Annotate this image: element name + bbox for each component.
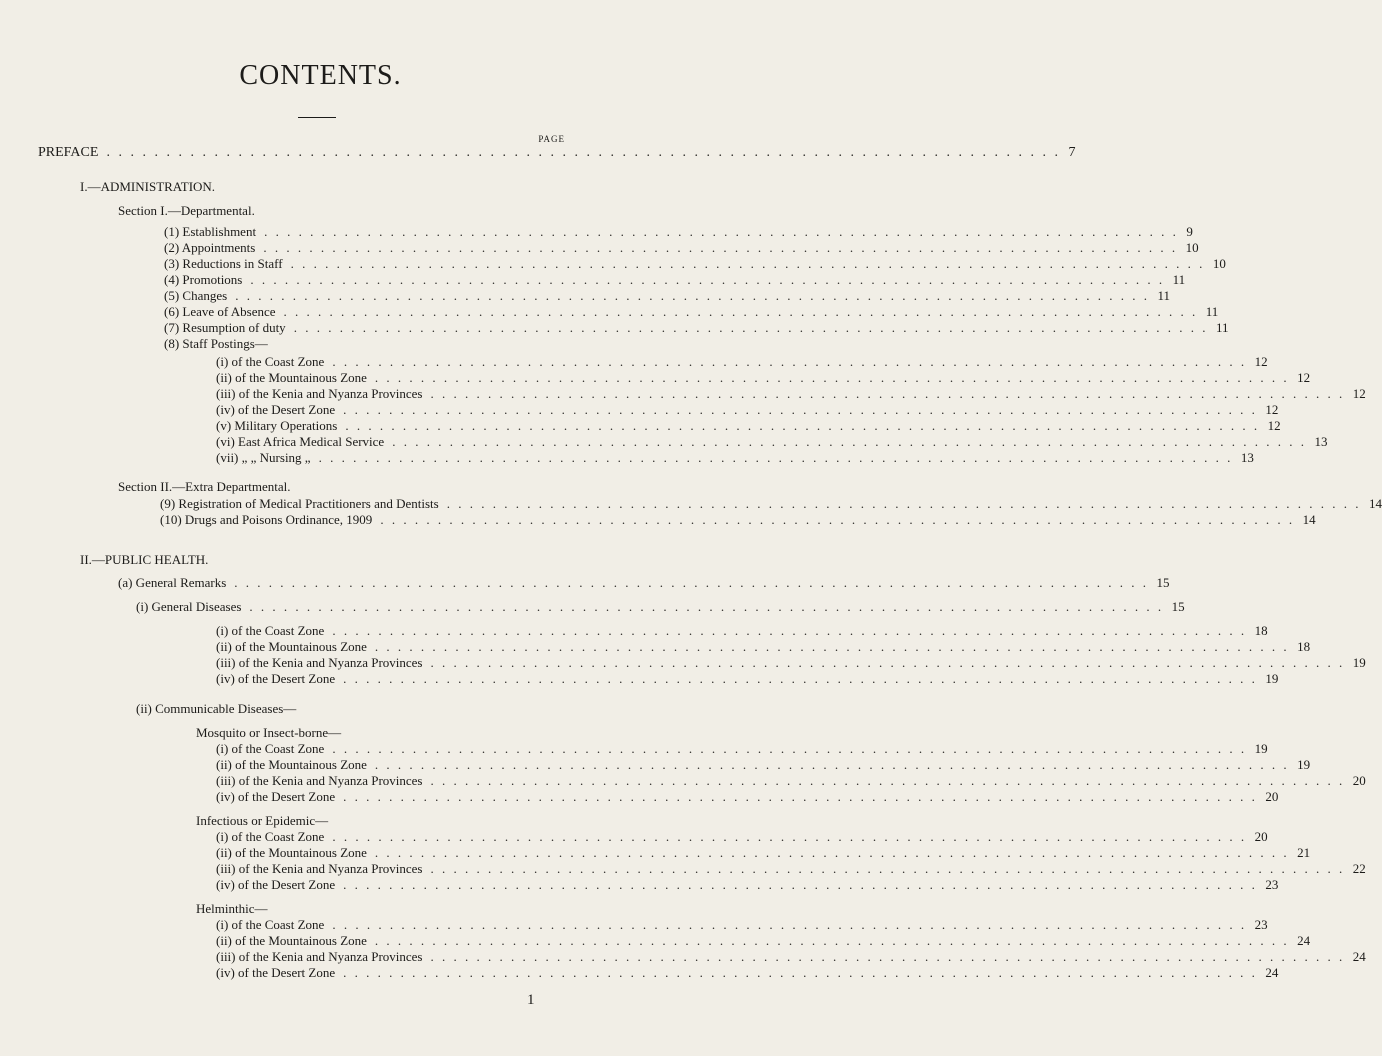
toc-entry-page: 18 (1297, 639, 1311, 654)
group-heading-helminthic: Helminthic— (196, 901, 268, 916)
toc-entry-label: (iii) of the Kenia and Nyanza Provinces (216, 386, 423, 401)
dot-leader: . . . . . . . . . . . . . . . . . . . . . . . . . . . . . . . . . . . . . . . . . . . . . . . . . . . . . . . . . . . . . . . . . . . . . . . . . . . . . . . . (318, 450, 1233, 465)
toc-entry-label: PREFACE (38, 145, 99, 160)
toc-entry-page: 19 (1352, 655, 1366, 670)
toc-entry-page: 20 (1254, 829, 1268, 844)
toc-entry-page: 20 (1265, 789, 1279, 804)
toc-entry-page: 11 (1157, 288, 1170, 303)
toc-entry-page: 13 (1314, 434, 1328, 449)
toc-entry-label: (i) of the Coast Zone (216, 623, 325, 638)
dot-leader: . . . . . . . . . . . . . . . . . . . . . . . . . . . . . . . . . . . . . . . . . . . . . . . . . . . . . . . . . . . . . . . . . . . . . . . . . . . . . . . . (430, 655, 1345, 670)
toc-entry-page: 20 (1352, 773, 1366, 788)
toc-entry-label: (5) Changes (164, 288, 228, 303)
toc-entry-page: 7 (1068, 145, 1076, 160)
dot-leader: . . . . . . . . . . . . . . . . . . . . . . . . . . . . . . . . . . . . . . . . . . . . . . . . . . . . . . . . . . . . . . . . . . . . . . . . . . . . . . . . (374, 757, 1290, 772)
toc-entry-page: 24 (1265, 965, 1279, 980)
toc-entry (160, 510, 1316, 530)
dot-leader: . . . . . . . . . . . . . . . . . . . . . . . . . . . . . . . . . . . . . . . . . . . . . . . . . . . . . . . . . . . . . . . . . . . . . . . . . . . . . . . . (343, 402, 1258, 417)
toc-entry-label: (7) Resumption of duty (164, 320, 286, 335)
toc-entry-label: (iii) of the Kenia and Nyanza Provinces (216, 861, 423, 876)
toc-entry-label: (10) Drugs and Poisons Ordinance, 1909 (160, 512, 373, 527)
section-heading-extra-departmental: Section II.—Extra Departmental. (118, 479, 291, 494)
dot-leader: . . . . . . . . . . . . . . . . . . . . . . . . . . . . . . . . . . . . . . . . . . . . . . . . . . . . . . . . . . . . . . . . . . . . . . . . . . . . . . . . (430, 949, 1345, 964)
section-heading-departmental: Section I.—Departmental. (118, 203, 255, 218)
dot-leader: . . . . . . . . . . . . . . . . . . . . . . . . . . . . . . . . . . . . . . . . . . . . . . . . . . . . . . . . . . . . . . . . . . . . . . . . . . . . . . . . (430, 861, 1345, 876)
dot-leader: . . . . . . . . . . . . . . . . . . . . . . . . . . . . . . . . . . . . . . . . . . . . . . . . . . . . . . . . . . . . . . . . . . . . . . . . . . . . . . . . (235, 288, 1150, 303)
toc-entry-label: (1) Establishment (164, 224, 257, 239)
toc-entry-label: (iii) of the Kenia and Nyanza Provinces (216, 773, 423, 788)
dot-leader: . . . . . . . . . . . . . . . . . . . . . . . . . . . . . . . . . . . . . . . . . . . . . . . . . . . . . . . . . . . . . . . . . . . . . . . . . . . . . . . . (263, 240, 1178, 255)
toc-entry-preface (38, 143, 1076, 163)
toc-entry-page: 9 (1186, 224, 1193, 239)
toc-entry-label: (vii) „ „ Nursing „ (216, 450, 311, 465)
toc-entry-label: (ii) of the Mountainous Zone (216, 845, 367, 860)
toc-entry-label: (i) of the Coast Zone (216, 829, 325, 844)
toc-entry-page: 10 (1185, 240, 1199, 255)
toc-entry-label: (v) Military Operations (216, 418, 338, 433)
toc-entry-page: 11 (1172, 272, 1186, 287)
toc-entry (216, 963, 1279, 983)
toc-entry-page: 12 (1352, 386, 1366, 401)
dot-leader: . . . . . . . . . . . . . . . . . . . . . . . . . . . . . . . . . . . . . . . . . . . . . . . . . . . . . . . . . . . . . . . . . . . . . . . . . . . . . . . . (332, 917, 1247, 932)
page-number: 1 (527, 992, 535, 1008)
toc-entry (216, 448, 1254, 468)
dot-leader: . . . . . . . . . . . . . . . . . . . . . . . . . . . . . . . . . . . . . . . . . . . . . . . . . . . . . . . . . . . . . . . . . . . . . . . . . . . . . . . . (343, 965, 1258, 980)
dot-leader: . . . . . . . . . . . . . . . . . . . . . . . . . . . . . . . . . . . . . . . . . . . . . . . . . . . . . . . . . . . . . . . . . . . . . . . . . . . . . . . . (343, 671, 1258, 686)
dot-leader: . . . . . . . . . . . . . . . . . . . . . . . . . . . . . . . . . . . . . . . . . . . . . . . . . . . . . . . . . . . . . . . . . . . . . . . . . . . . . . . . (374, 933, 1290, 948)
dot-leader: . . . . . . . . . . . . . . . . . . . . . . . . . . . . . . . . . . . . . . . . . . . . . . . . . . . . . . . . . . . . . . . . . . . . . . . . . . . . . . . . (106, 145, 1061, 160)
dot-leader: . . . . . . . . . . . . . . . . . . . . . . . . . . . . . . . . . . . . . . . . . . . . . . . . . . . . . . . . . . . . . . . . . . . . . . . . . . . . . . . . (290, 256, 1205, 271)
toc-entry-label: (vi) East Africa Medical Service (216, 434, 385, 449)
dot-leader: . . . . . . . . . . . . . . . . . . . . . . . . . . . . . . . . . . . . . . . . . . . . . . . . . . . . . . . . . . . . . . . . . . . . . . . . . . . . . . . . (293, 320, 1208, 335)
toc-entry-label: (a) General Remarks (118, 575, 227, 590)
toc-entry-page: 23 (1254, 917, 1268, 932)
toc-entry-page: 15 (1171, 599, 1185, 614)
toc-entry-label: (i) of the Coast Zone (216, 917, 325, 932)
dot-leader: . . . . . . . . . . . . . . . . . . . . . . . . . . . . . . . . . . . . . . . . . . . . . . . . . . . . . . . . . . . . . . . . . . . . . . . . . . . . . . . . (430, 773, 1345, 788)
dot-leader: . . . . . . . . . . . . . . . . . . . . . . . . . . . . . . . . . . . . . . . . . . . . . . . . . . . . . . . . . . . . . . . . . . . . . . . . . . . . . . . . (332, 741, 1247, 756)
toc-entry-label: (i) General Diseases (136, 599, 242, 614)
toc-entry-label: (ii) of the Mountainous Zone (216, 933, 367, 948)
dot-leader: . . . . . . . . . . . . . . . . . . . . . . . . . . . . . . . . . . . . . . . . . . . . . . . . . . . . . . . . . . . . . . . . . . . . . . . . . . . . . . . . (430, 386, 1345, 401)
toc-entry-page: 11 (1205, 304, 1219, 319)
toc-entry-label: (ii) of the Mountainous Zone (216, 370, 367, 385)
dot-leader: . . . . . . . . . . . . . . . . . . . . . . . . . . . . . . . . . . . . . . . . . . . . . . . . . . . . . . . . . . . . . . . . . . . . . . . . . . . . . . . . (392, 434, 1307, 449)
toc-entry-label: (iv) of the Desert Zone (216, 402, 336, 417)
part-heading-administration: I.—ADMINISTRATION. (80, 179, 216, 194)
toc-entry-page: 24 (1352, 949, 1366, 964)
dot-leader: . . . . . . . . . . . . . . . . . . . . . . . . . . . . . . . . . . . . . . . . . . . . . . . . . . . . . . . . . . . . . . . . . . . . . . . . . . . . . . . . (374, 845, 1290, 860)
toc-entry-page: 12 (1254, 354, 1268, 369)
toc-entry-page: 10 (1212, 256, 1226, 271)
toc-entry-page: 19 (1265, 671, 1279, 686)
toc-entry-page: 11 (1215, 320, 1229, 335)
toc-entry-page: 22 (1352, 861, 1366, 876)
toc-entry-general-diseases (136, 597, 1185, 617)
part-heading-public-health: II.—PUBLIC HEALTH. (80, 552, 209, 567)
dot-leader: . . . . . . . . . . . . . . . . . . . . . . . . . . . . . . . . . . . . . . . . . . . . . . . . . . . . . . . . . . . . . . . . . . . . . . . . . . . . . . . . (234, 575, 1149, 590)
dot-leader: . . . . . . . . . . . . . . . . . . . . . . . . . . . . . . . . . . . . . . . . . . . . . . . . . . . . . . . . . . . . . . . . . . . . . . . . . . . . . . . . (380, 512, 1295, 527)
dot-leader: . . . . . . . . . . . . . . . . . . . . . . . . . . . . . . . . . . . . . . . . . . . . . . . . . . . . . . . . . . . . . . . . . . . . . . . . . . . . . . . . (332, 623, 1247, 638)
toc-entry (216, 787, 1279, 807)
toc-entry-page: 18 (1254, 623, 1268, 638)
toc-entry-label: (iv) of the Desert Zone (216, 789, 336, 804)
toc-entry-page: 12 (1267, 418, 1281, 433)
toc-entry (216, 875, 1279, 895)
toc-entry-label: (4) Promotions (164, 272, 243, 287)
subsection-heading-staff-postings: (8) Staff Postings— (164, 336, 268, 351)
dot-leader: . . . . . . . . . . . . . . . . . . . . . . . . . . . . . . . . . . . . . . . . . . . . . . . . . . . . . . . . . . . . . . . . . . . . . . . . . . . . . . . . (374, 639, 1290, 654)
toc-entry-label: (iii) of the Kenia and Nyanza Provinces (216, 655, 423, 670)
dot-leader: . . . . . . . . . . . . . . . . . . . . . . . . . . . . . . . . . . . . . . . . . . . . . . . . . . . . . . . . . . . . . . . . . . . . . . . . . . . . . . . . (283, 304, 1198, 319)
dot-leader: . . . . . . . . . . . . . . . . . . . . . . . . . . . . . . . . . . . . . . . . . . . . . . . . . . . . . . . . . . . . . . . . . . . . . . . . . . . . . . . . (446, 496, 1361, 511)
dot-leader: . . . . . . . . . . . . . . . . . . . . . . . . . . . . . . . . . . . . . . . . . . . . . . . . . . . . . . . . . . . . . . . . . . . . . . . . . . . . . . . . (332, 354, 1247, 369)
toc-entry-page: 12 (1297, 370, 1311, 385)
toc-entry (216, 669, 1279, 689)
title-rule (298, 117, 336, 118)
toc-entry-label: (3) Reductions in Staff (164, 256, 283, 271)
toc-entry-label: (iv) of the Desert Zone (216, 965, 336, 980)
toc-entry-label: (iii) of the Kenia and Nyanza Provinces (216, 949, 423, 964)
dot-leader: . . . . . . . . . . . . . . . . . . . . . . . . . . . . . . . . . . . . . . . . . . . . . . . . . . . . . . . . . . . . . . . . . . . . . . . . . . . . . . . . (374, 370, 1290, 385)
dot-leader: . . . . . . . . . . . . . . . . . . . . . . . . . . . . . . . . . . . . . . . . . . . . . . . . . . . . . . . . . . . . . . . . . . . . . . . . . . . . . . . . (250, 272, 1165, 287)
toc-entry-page: 14 (1368, 496, 1382, 511)
toc-entry-label: (9) Registration of Medical Practitioners and Dentists (160, 496, 439, 511)
toc-entry-page: 13 (1240, 450, 1254, 465)
subsection-heading-communicable: (ii) Communicable Diseases— (136, 701, 297, 716)
group-heading-infectious: Infectious or Epidemic— (196, 813, 329, 828)
toc-entry-label: (2) Appointments (164, 240, 256, 255)
toc-entry-label: (iv) of the Desert Zone (216, 671, 336, 686)
toc-entry-page: 12 (1265, 402, 1279, 417)
toc-entry-label: (6) Leave of Absence (164, 304, 276, 319)
toc-entry-page: 15 (1156, 575, 1170, 590)
toc-entry-page: 14 (1302, 512, 1316, 527)
dot-leader: . . . . . . . . . . . . . . . . . . . . . . . . . . . . . . . . . . . . . . . . . . . . . . . . . . . . . . . . . . . . . . . . . . . . . . . . . . . . . . . . (343, 789, 1258, 804)
page-column-header: PAGE (538, 134, 565, 144)
dot-leader: . . . . . . . . . . . . . . . . . . . . . . . . . . . . . . . . . . . . . . . . . . . . . . . . . . . . . . . . . . . . . . . . . . . . . . . . . . . . . . . . (332, 829, 1247, 844)
toc-entry-page: 19 (1297, 757, 1311, 772)
toc-entry-page: 24 (1297, 933, 1311, 948)
toc-entry-general-remarks (118, 573, 1170, 593)
toc-entry-page: 23 (1265, 877, 1279, 892)
dot-leader: . . . . . . . . . . . . . . . . . . . . . . . . . . . . . . . . . . . . . . . . . . . . . . . . . . . . . . . . . . . . . . . . . . . . . . . . . . . . . . . . (249, 599, 1164, 614)
toc-entry-page: 19 (1254, 741, 1268, 756)
document-title: CONTENTS. (239, 60, 402, 91)
toc-entry-label: (i) of the Coast Zone (216, 354, 325, 369)
toc-entry-label: (i) of the Coast Zone (216, 741, 325, 756)
group-heading-mosquito: Mosquito or Insect-borne— (196, 725, 342, 740)
toc-entry-page: 21 (1297, 845, 1311, 860)
toc-entry-label: (ii) of the Mountainous Zone (216, 757, 367, 772)
toc-entry-label: (ii) of the Mountainous Zone (216, 639, 367, 654)
toc-entry-label: (iv) of the Desert Zone (216, 877, 336, 892)
dot-leader: . . . . . . . . . . . . . . . . . . . . . . . . . . . . . . . . . . . . . . . . . . . . . . . . . . . . . . . . . . . . . . . . . . . . . . . . . . . . . . . . (264, 224, 1179, 239)
dot-leader: . . . . . . . . . . . . . . . . . . . . . . . . . . . . . . . . . . . . . . . . . . . . . . . . . . . . . . . . . . . . . . . . . . . . . . . . . . . . . . . . (345, 418, 1260, 433)
dot-leader: . . . . . . . . . . . . . . . . . . . . . . . . . . . . . . . . . . . . . . . . . . . . . . . . . . . . . . . . . . . . . . . . . . . . . . . . . . . . . . . . (343, 877, 1258, 892)
